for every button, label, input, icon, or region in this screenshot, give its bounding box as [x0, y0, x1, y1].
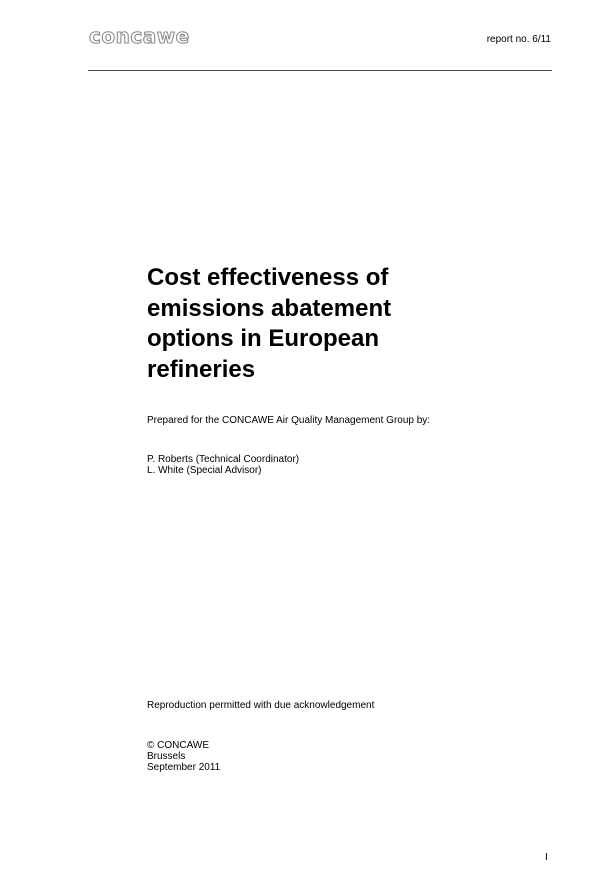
author-technical-coordinator: P. Roberts (Technical Coordinator) [147, 454, 300, 465]
prepared-for-line: Prepared for the CONCAWE Air Quality Management Group by: [147, 415, 431, 426]
reproduction-notice: Reproduction permitted with due acknowledgement [147, 700, 375, 711]
publication-info [147, 740, 220, 773]
report-title: Cost effectiveness of emissions abatement options in European refineries [147, 264, 392, 383]
city-line: Brussels [147, 751, 186, 762]
page-number: I [545, 852, 548, 863]
copyright-line: © CONCAWE [147, 740, 209, 751]
date-line: September 2011 [147, 762, 221, 773]
author-special-advisor: L. White (Special Advisor) [147, 465, 262, 476]
author-list [147, 454, 299, 476]
concawe-logo: concawe [89, 24, 190, 48]
report-number: report no. 6/11 [486, 34, 551, 45]
header-divider [88, 70, 552, 71]
